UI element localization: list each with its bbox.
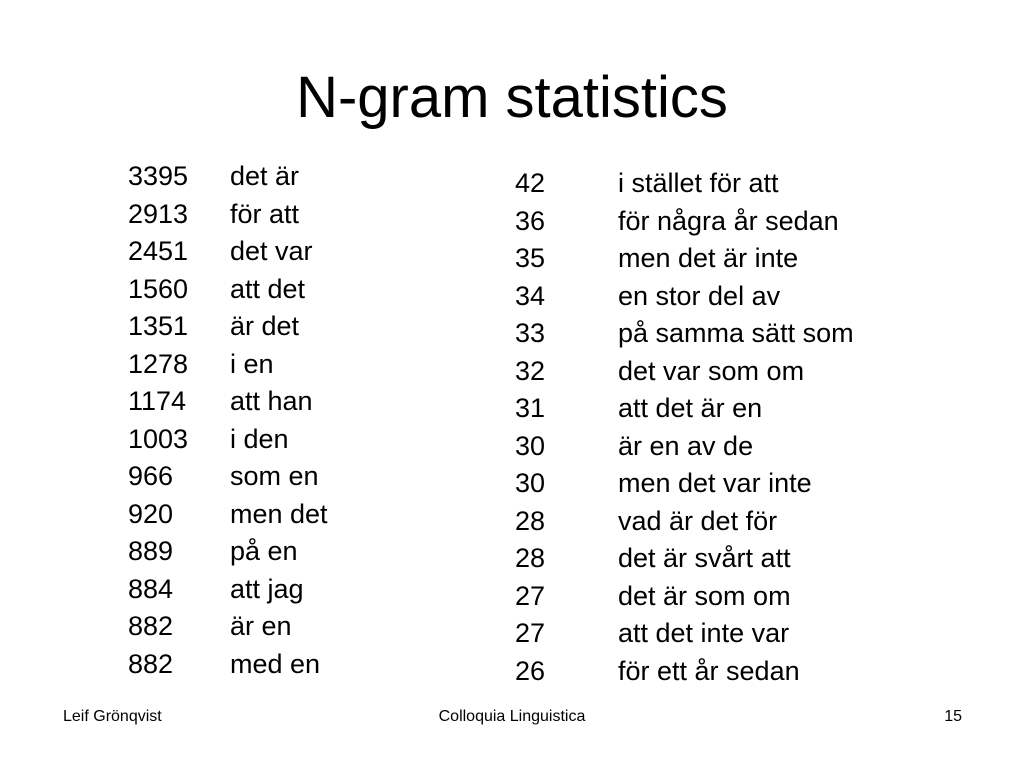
ngram-text: är det (230, 311, 300, 341)
footer-event: Colloquia Linguistica (438, 708, 586, 725)
table-row (128, 571, 328, 609)
ngram-count: 27 (515, 580, 546, 611)
ngram-count: 32 (515, 355, 546, 386)
ngram-text: en stor del av (618, 280, 781, 311)
table-row (128, 496, 328, 534)
table-row (128, 346, 328, 384)
ngram-count: 26 (515, 655, 546, 686)
ngram-count: 1351 (128, 311, 189, 341)
ngram-count: 30 (515, 468, 546, 498)
ngram-text: på samma sätt som (618, 318, 854, 348)
table-row (515, 390, 854, 428)
table-row (128, 271, 328, 309)
footer-page-number: 15 (944, 708, 962, 725)
ngram-text: att det (230, 273, 306, 304)
table-row (515, 428, 854, 466)
fourgram-table (515, 165, 854, 690)
table-row (515, 540, 854, 578)
table-row (515, 240, 854, 278)
ngram-text: det var som om (618, 355, 805, 386)
ngram-count: 882 (128, 648, 174, 679)
ngram-count: 1174 (128, 386, 187, 416)
table-row (515, 653, 854, 691)
ngram-text: i stället för att (618, 168, 779, 198)
table-row (515, 503, 854, 541)
ngram-text: för ett år sedan (618, 655, 800, 686)
ngram-count: 30 (515, 430, 546, 461)
table-row (128, 308, 328, 346)
ngram-text: på en (230, 536, 298, 566)
bigram-table (128, 158, 328, 683)
ngram-text: det var (230, 236, 313, 266)
table-row (128, 196, 328, 234)
ngram-text: det är som om (618, 580, 791, 611)
ngram-count: 31 (515, 393, 546, 423)
ngram-count: 28 (515, 543, 546, 573)
ngram-text: att det inte var (618, 618, 790, 648)
ngram-count: 2913 (128, 198, 189, 229)
ngram-count: 35 (515, 243, 546, 273)
ngram-count: 1278 (128, 348, 189, 379)
table-row (515, 203, 854, 241)
table-row (128, 233, 328, 271)
table-row (515, 615, 854, 653)
ngram-count: 34 (515, 280, 546, 311)
footer-author: Leif Grönqvist (63, 708, 162, 725)
ngram-text: är en (230, 611, 292, 641)
ngram-text: att jag (230, 573, 304, 604)
ngram-text: för några år sedan (618, 205, 839, 236)
ngram-count: 1560 (128, 273, 189, 304)
ngram-text: för att (230, 198, 300, 229)
ngram-text: det är (230, 161, 300, 191)
ngram-text: med en (230, 648, 321, 679)
ngram-count: 3395 (128, 161, 189, 191)
table-row (128, 646, 328, 684)
ngram-count: 1003 (128, 423, 189, 454)
ngram-count: 27 (515, 618, 546, 648)
ngram-text: att han (230, 386, 313, 416)
ngram-text: men det var inte (618, 468, 812, 498)
ngram-count: 36 (515, 205, 546, 236)
table-row (515, 165, 854, 203)
table-row (128, 533, 328, 571)
ngram-text: men det är inte (618, 243, 799, 273)
ngram-text: i den (230, 423, 289, 454)
ngram-count: 33 (515, 318, 546, 348)
ngram-count: 2451 (128, 236, 189, 266)
table-row (128, 458, 328, 496)
ngram-count: 966 (128, 461, 174, 491)
ngram-count: 882 (128, 611, 174, 641)
slide-title: N-gram statistics (296, 65, 728, 130)
table-row (515, 578, 854, 616)
table-row (128, 421, 328, 459)
ngram-count: 28 (515, 505, 546, 536)
table-row (515, 278, 854, 316)
ngram-text: vad är det för (618, 505, 778, 536)
ngram-text: i en (230, 348, 274, 379)
ngram-count: 884 (128, 573, 174, 604)
table-row (128, 608, 328, 646)
ngram-count: 889 (128, 536, 174, 566)
ngram-text: att det är en (618, 393, 763, 423)
ngram-text: men det (230, 498, 328, 529)
table-row (515, 353, 854, 391)
ngram-text: det är svårt att (618, 543, 791, 573)
table-row (128, 383, 328, 421)
table-row (515, 315, 854, 353)
ngram-count: 42 (515, 168, 546, 198)
table-row (515, 465, 854, 503)
table-row (128, 158, 328, 196)
ngram-count: 920 (128, 498, 174, 529)
ngram-text: är en av de (618, 430, 754, 461)
ngram-text: som en (230, 461, 319, 491)
